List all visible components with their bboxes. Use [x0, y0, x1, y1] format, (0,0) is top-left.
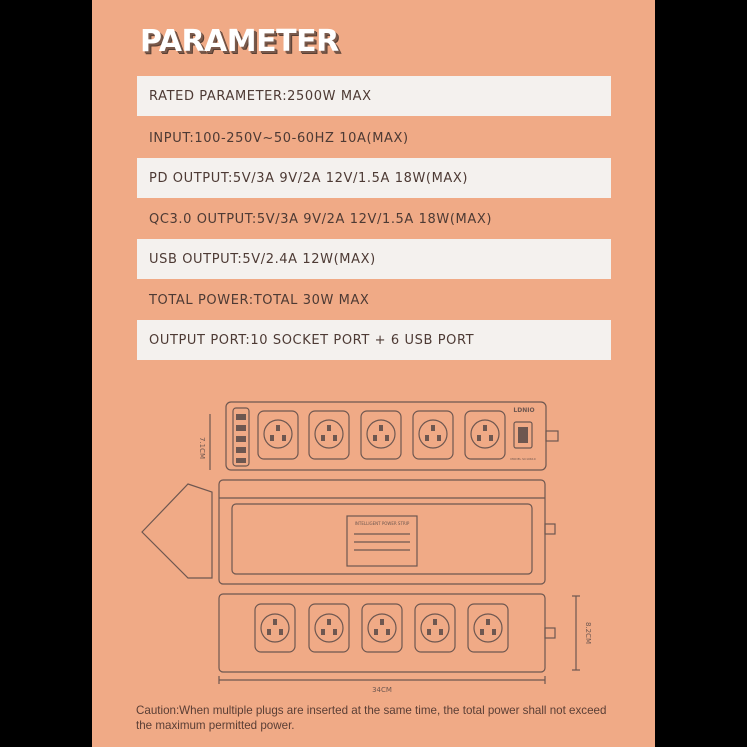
parameter-row — [137, 280, 611, 320]
length-label: 34CM — [372, 686, 392, 694]
parameter-text: USB OUTPUT:5V/2.4A 12W(MAX) — [149, 251, 376, 267]
parameter-row — [137, 199, 611, 239]
power-strip-technical-drawing — [92, 392, 655, 702]
product-parameter-panel — [92, 0, 655, 747]
back-panel-recess — [232, 504, 532, 574]
parameter-row — [137, 76, 611, 116]
power-strip-back-view — [219, 480, 555, 584]
parameter-row — [137, 118, 611, 158]
socket-icon — [255, 604, 295, 652]
cable-connector — [546, 431, 558, 441]
power-strip-front-view — [219, 594, 592, 694]
strip-body-back — [219, 480, 545, 584]
socket-icon — [309, 411, 349, 459]
page-title: PARAMETER — [140, 24, 339, 59]
cable-connector — [545, 628, 555, 638]
parameter-text: OUTPUT PORT:10 SOCKET PORT + 6 USB PORT — [149, 332, 475, 348]
strip-end-view — [142, 484, 212, 578]
parameter-text: RATED PARAMETER:2500W MAX — [149, 88, 372, 104]
usb-port-icon — [236, 436, 246, 442]
socket-icon — [415, 604, 455, 652]
power-strip-top-view — [198, 402, 558, 470]
brand-label: LDNIO — [513, 407, 535, 414]
parameter-text: PD OUTPUT:5V/3A 9V/2A 12V/1.5A 18W(MAX) — [149, 170, 469, 186]
power-switch-rocker — [518, 427, 528, 443]
parameter-text: INPUT:100-250V~50-60HZ 10A(MAX) — [149, 130, 409, 146]
socket-icon — [362, 604, 402, 652]
parameter-row — [137, 158, 611, 198]
caution-note: Caution:When multiple plugs are inserted at the same time, the total power shall not exceed the maximum permitted power. — [136, 704, 607, 732]
socket-icon — [361, 411, 401, 459]
socket-icon — [413, 411, 453, 459]
height-side-label: 8.2CM — [584, 621, 592, 645]
usb-port-icon — [236, 414, 246, 420]
height-top-label: 7.1CM — [198, 436, 206, 460]
socket-icon — [258, 411, 298, 459]
socket-icon — [465, 411, 505, 459]
socket-icon — [309, 604, 349, 652]
parameter-row — [137, 320, 611, 360]
sticker-label: INTELLIGENT POWER STRIP — [354, 521, 410, 526]
model-label: MODEL SC10610 — [510, 457, 536, 461]
parameter-row — [137, 239, 611, 279]
cable-connector — [545, 524, 555, 534]
usb-port-icon — [236, 447, 246, 453]
parameter-text: QC3.0 OUTPUT:5V/3A 9V/2A 12V/1.5A 18W(MAX) — [149, 211, 493, 227]
usb-port-icon — [236, 425, 246, 431]
usb-port-icon — [236, 458, 246, 463]
socket-icon — [468, 604, 508, 652]
parameter-text: TOTAL POWER:TOTAL 30W MAX — [149, 292, 370, 308]
